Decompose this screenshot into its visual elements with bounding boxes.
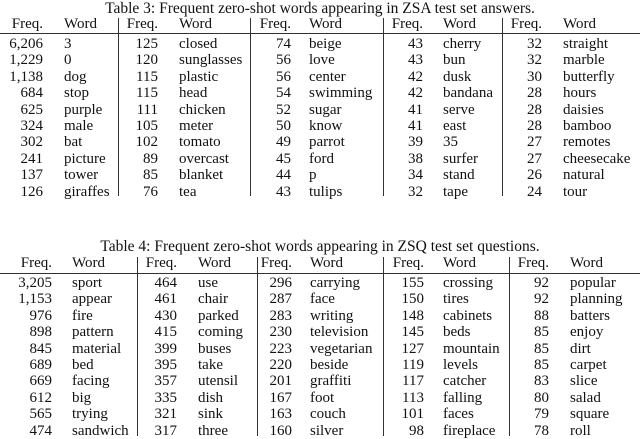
- word-header: Word: [198, 255, 231, 271]
- freq-cell: 6,206: [9, 36, 43, 52]
- word-cell: dish: [198, 389, 224, 406]
- table-caption: Table 4: Frequent zero-shot words appearing in ZSQ test set questions.: [100, 238, 540, 255]
- freq-cell: 150: [401, 291, 424, 308]
- freq-cell: 321: [154, 406, 177, 423]
- freq-cell: 83: [534, 373, 549, 390]
- freq-cell: 74: [276, 36, 291, 52]
- word-cell: center: [309, 68, 346, 85]
- word-cell: serve: [443, 101, 475, 118]
- word-cell: utensil: [198, 373, 238, 390]
- freq-cell: 43: [408, 52, 423, 69]
- word-header: Word: [563, 16, 596, 32]
- freq-cell: 43: [408, 36, 423, 52]
- word-cell: parrot: [309, 134, 345, 151]
- freq-cell: 41: [408, 101, 423, 118]
- freq-cell: 395: [154, 357, 177, 373]
- word-cell: catcher: [443, 373, 487, 390]
- freq-header: Freq.: [126, 16, 158, 32]
- word-cell: dog: [64, 68, 87, 85]
- freq-cell: 92: [534, 275, 549, 291]
- freq-cell: 230: [269, 324, 292, 341]
- word-cell: popular: [570, 275, 616, 291]
- word-cell: tea: [179, 183, 197, 200]
- freq-cell: 461: [154, 291, 177, 308]
- freq-cell: 89: [143, 150, 158, 167]
- word-cell: fireplace: [443, 422, 496, 439]
- word-cell: tulips: [309, 183, 343, 200]
- freq-cell: 898: [29, 324, 52, 341]
- freq-cell: 684: [20, 85, 43, 102]
- word-cell: trying: [72, 406, 108, 423]
- word-cell: sink: [198, 406, 224, 423]
- table-caption: Table 3: Frequent zero-shot words appearing in ZSA test set answers.: [105, 0, 535, 17]
- word-cell: remotes: [563, 134, 611, 151]
- word-cell: faces: [443, 406, 474, 423]
- word-cell: chair: [198, 291, 228, 308]
- freq-cell: 56: [276, 52, 291, 69]
- freq-cell: 32: [527, 36, 542, 52]
- freq-cell: 163: [269, 406, 292, 423]
- freq-cell: 283: [269, 307, 292, 324]
- word-cell: butterfly: [563, 68, 615, 85]
- freq-cell: 52: [276, 101, 291, 118]
- word-cell: carpet: [570, 357, 607, 373]
- word-cell: appear: [72, 291, 112, 308]
- word-cell: 0: [64, 52, 72, 69]
- word-cell: beige: [309, 36, 342, 52]
- word-cell: 35: [443, 134, 458, 151]
- word-cell: love: [309, 52, 335, 69]
- freq-cell: 302: [20, 134, 43, 151]
- freq-cell: 30: [527, 68, 542, 85]
- word-cell: crossing: [443, 275, 493, 291]
- freq-cell: 115: [136, 68, 158, 85]
- word-cell: tape: [443, 183, 468, 200]
- freq-header: Freq.: [517, 255, 549, 271]
- word-cell: carrying: [310, 275, 360, 291]
- word-cell: enjoy: [570, 324, 604, 341]
- freq-cell: 565: [29, 406, 52, 423]
- word-cell: parked: [198, 307, 239, 324]
- freq-cell: 79: [534, 406, 549, 423]
- word-cell: hours: [563, 85, 597, 102]
- word-cell: buses: [198, 340, 232, 357]
- freq-cell: 49: [276, 134, 291, 151]
- word-cell: foot: [310, 389, 335, 406]
- freq-cell: 42: [408, 68, 423, 85]
- word-cell: bandana: [443, 85, 493, 102]
- freq-cell: 117: [402, 373, 424, 390]
- word-header: Word: [309, 16, 342, 32]
- word-cell: know: [309, 118, 343, 134]
- word-header: Word: [570, 255, 603, 271]
- word-cell: tour: [563, 183, 588, 200]
- word-header: Word: [72, 255, 105, 271]
- word-cell: couch: [310, 406, 346, 423]
- freq-cell: 85: [143, 167, 158, 184]
- freq-cell: 155: [401, 275, 424, 291]
- freq-cell: 125: [135, 36, 158, 52]
- word-cell: television: [310, 324, 369, 341]
- freq-cell: 88: [534, 307, 549, 324]
- freq-cell: 1,153: [18, 291, 52, 308]
- freq-cell: 120: [135, 52, 158, 69]
- word-cell: closed: [179, 36, 218, 52]
- freq-cell: 241: [20, 150, 43, 167]
- word-cell: overcast: [179, 150, 229, 167]
- freq-cell: 43: [276, 183, 291, 200]
- header-rule: [0, 273, 640, 274]
- freq-cell: 976: [29, 307, 52, 324]
- word-cell: vegetarian: [310, 340, 373, 357]
- word-cell: ford: [309, 150, 334, 167]
- freq-cell: 50: [276, 118, 291, 134]
- word-cell: use: [198, 275, 218, 291]
- word-cell: stand: [443, 167, 475, 184]
- word-cell: dirt: [570, 340, 591, 357]
- freq-header: Freq.: [20, 255, 52, 271]
- word-cell: cherry: [443, 36, 482, 52]
- freq-cell: 76: [143, 183, 158, 200]
- word-cell: male: [64, 118, 94, 134]
- freq-cell: 28: [527, 85, 542, 102]
- word-cell: purple: [64, 101, 103, 118]
- freq-cell: 85: [534, 357, 549, 373]
- word-cell: meter: [179, 118, 214, 134]
- freq-cell: 296: [269, 275, 292, 291]
- freq-cell: 1,229: [9, 52, 43, 69]
- word-cell: picture: [64, 150, 106, 167]
- freq-cell: 24: [527, 183, 542, 200]
- freq-cell: 669: [29, 373, 52, 390]
- word-cell: dusk: [443, 68, 472, 85]
- word-cell: bamboo: [563, 118, 612, 134]
- freq-cell: 464: [154, 275, 177, 291]
- freq-cell: 317: [154, 422, 177, 439]
- freq-cell: 148: [401, 307, 424, 324]
- word-cell: giraffes: [64, 183, 110, 200]
- freq-cell: 113: [402, 389, 424, 406]
- word-cell: three: [198, 422, 228, 439]
- freq-header: Freq.: [392, 255, 424, 271]
- freq-cell: 32: [527, 52, 542, 69]
- word-cell: daisies: [563, 101, 604, 118]
- word-cell: falling: [443, 389, 483, 406]
- freq-cell: 1,138: [9, 68, 43, 85]
- freq-cell: 357: [154, 373, 177, 390]
- word-cell: bat: [64, 134, 83, 151]
- word-cell: bed: [72, 357, 94, 373]
- word-cell: pattern: [72, 324, 114, 341]
- freq-cell: 54: [276, 85, 291, 102]
- word-cell: blanket: [179, 167, 224, 184]
- freq-header: Freq.: [391, 16, 423, 32]
- word-cell: beside: [310, 357, 349, 373]
- word-cell: cabinets: [443, 307, 493, 324]
- word-cell: natural: [563, 167, 605, 184]
- word-cell: sport: [72, 275, 102, 291]
- word-cell: swimming: [309, 85, 373, 102]
- word-cell: bun: [443, 52, 466, 69]
- word-cell: roll: [570, 422, 591, 439]
- word-cell: beds: [443, 324, 471, 341]
- word-cell: tower: [64, 167, 99, 184]
- freq-cell: 101: [401, 406, 424, 423]
- freq-cell: 85: [534, 340, 549, 357]
- freq-cell: 42: [408, 85, 423, 102]
- freq-cell: 26: [527, 167, 542, 184]
- freq-cell: 287: [269, 291, 292, 308]
- freq-cell: 220: [269, 357, 292, 373]
- freq-header: Freq.: [11, 16, 43, 32]
- freq-cell: 102: [135, 134, 158, 151]
- word-header: Word: [179, 16, 212, 32]
- word-cell: planning: [570, 291, 623, 308]
- word-cell: cheesecake: [563, 150, 631, 167]
- freq-cell: 335: [154, 389, 177, 406]
- word-cell: slice: [570, 373, 598, 390]
- freq-cell: 167: [269, 389, 292, 406]
- freq-cell: 28: [527, 101, 542, 118]
- freq-cell: 85: [534, 324, 549, 341]
- freq-cell: 98: [409, 422, 424, 439]
- freq-cell: 126: [20, 183, 43, 200]
- freq-cell: 625: [20, 101, 43, 118]
- freq-cell: 28: [527, 118, 542, 134]
- freq-cell: 44: [276, 167, 291, 184]
- freq-cell: 201: [269, 373, 292, 390]
- word-cell: sugar: [309, 101, 342, 118]
- freq-cell: 399: [154, 340, 177, 357]
- word-cell: 3: [64, 36, 72, 52]
- word-header: Word: [443, 255, 476, 271]
- word-cell: silver: [310, 422, 344, 439]
- freq-cell: 92: [534, 291, 549, 308]
- word-cell: tires: [443, 291, 469, 308]
- freq-cell: 45: [276, 150, 291, 167]
- freq-cell: 324: [20, 118, 43, 134]
- freq-cell: 845: [29, 340, 52, 357]
- word-cell: material: [72, 340, 122, 357]
- word-cell: sunglasses: [179, 52, 243, 69]
- freq-cell: 160: [269, 422, 292, 439]
- freq-cell: 474: [29, 422, 52, 439]
- freq-cell: 27: [527, 150, 542, 167]
- freq-cell: 127: [401, 340, 424, 357]
- word-cell: take: [198, 357, 223, 373]
- word-cell: chicken: [179, 101, 226, 118]
- freq-cell: 78: [534, 422, 549, 439]
- word-header: Word: [310, 255, 343, 271]
- word-cell: big: [72, 389, 92, 406]
- freq-cell: 119: [402, 357, 424, 373]
- freq-header: Freq.: [145, 255, 177, 271]
- word-cell: surfer: [443, 150, 478, 167]
- freq-header: Freq.: [260, 255, 292, 271]
- freq-cell: 415: [154, 324, 177, 341]
- word-cell: marble: [563, 52, 605, 69]
- freq-cell: 3,205: [18, 275, 52, 291]
- freq-cell: 612: [29, 389, 52, 406]
- freq-cell: 223: [269, 340, 292, 357]
- freq-cell: 111: [136, 101, 158, 118]
- freq-cell: 80: [534, 389, 549, 406]
- freq-cell: 145: [401, 324, 424, 341]
- freq-cell: 115: [136, 85, 158, 102]
- word-cell: fire: [72, 307, 93, 324]
- freq-cell: 105: [135, 118, 158, 134]
- word-cell: face: [310, 291, 335, 308]
- word-cell: facing: [72, 373, 110, 390]
- freq-cell: 689: [29, 357, 52, 373]
- header-rule: [0, 33, 640, 34]
- word-cell: writing: [310, 307, 354, 324]
- freq-cell: 38: [408, 150, 423, 167]
- freq-header: Freq.: [259, 16, 291, 32]
- freq-cell: 39: [408, 134, 423, 151]
- word-cell: stop: [64, 85, 90, 102]
- word-cell: straight: [563, 36, 608, 52]
- freq-cell: 27: [527, 134, 542, 151]
- freq-cell: 32: [408, 183, 423, 200]
- word-cell: p: [309, 167, 317, 184]
- freq-cell: 430: [154, 307, 177, 324]
- word-cell: salad: [570, 389, 601, 406]
- word-cell: head: [179, 85, 208, 102]
- freq-cell: 34: [408, 167, 423, 184]
- word-header: Word: [443, 16, 476, 32]
- word-cell: coming: [198, 324, 243, 341]
- word-cell: mountain: [443, 340, 500, 357]
- freq-cell: 137: [20, 167, 43, 184]
- word-cell: batters: [570, 307, 610, 324]
- freq-cell: 41: [408, 118, 423, 134]
- word-cell: sandwich: [72, 422, 129, 439]
- freq-cell: 56: [276, 68, 291, 85]
- word-cell: levels: [443, 357, 478, 373]
- word-cell: east: [443, 118, 467, 134]
- freq-header: Freq.: [510, 16, 542, 32]
- word-cell: tomato: [179, 134, 221, 151]
- word-cell: graffiti: [310, 373, 352, 390]
- word-header: Word: [64, 16, 97, 32]
- word-cell: square: [570, 406, 610, 423]
- word-cell: plastic: [179, 68, 219, 85]
